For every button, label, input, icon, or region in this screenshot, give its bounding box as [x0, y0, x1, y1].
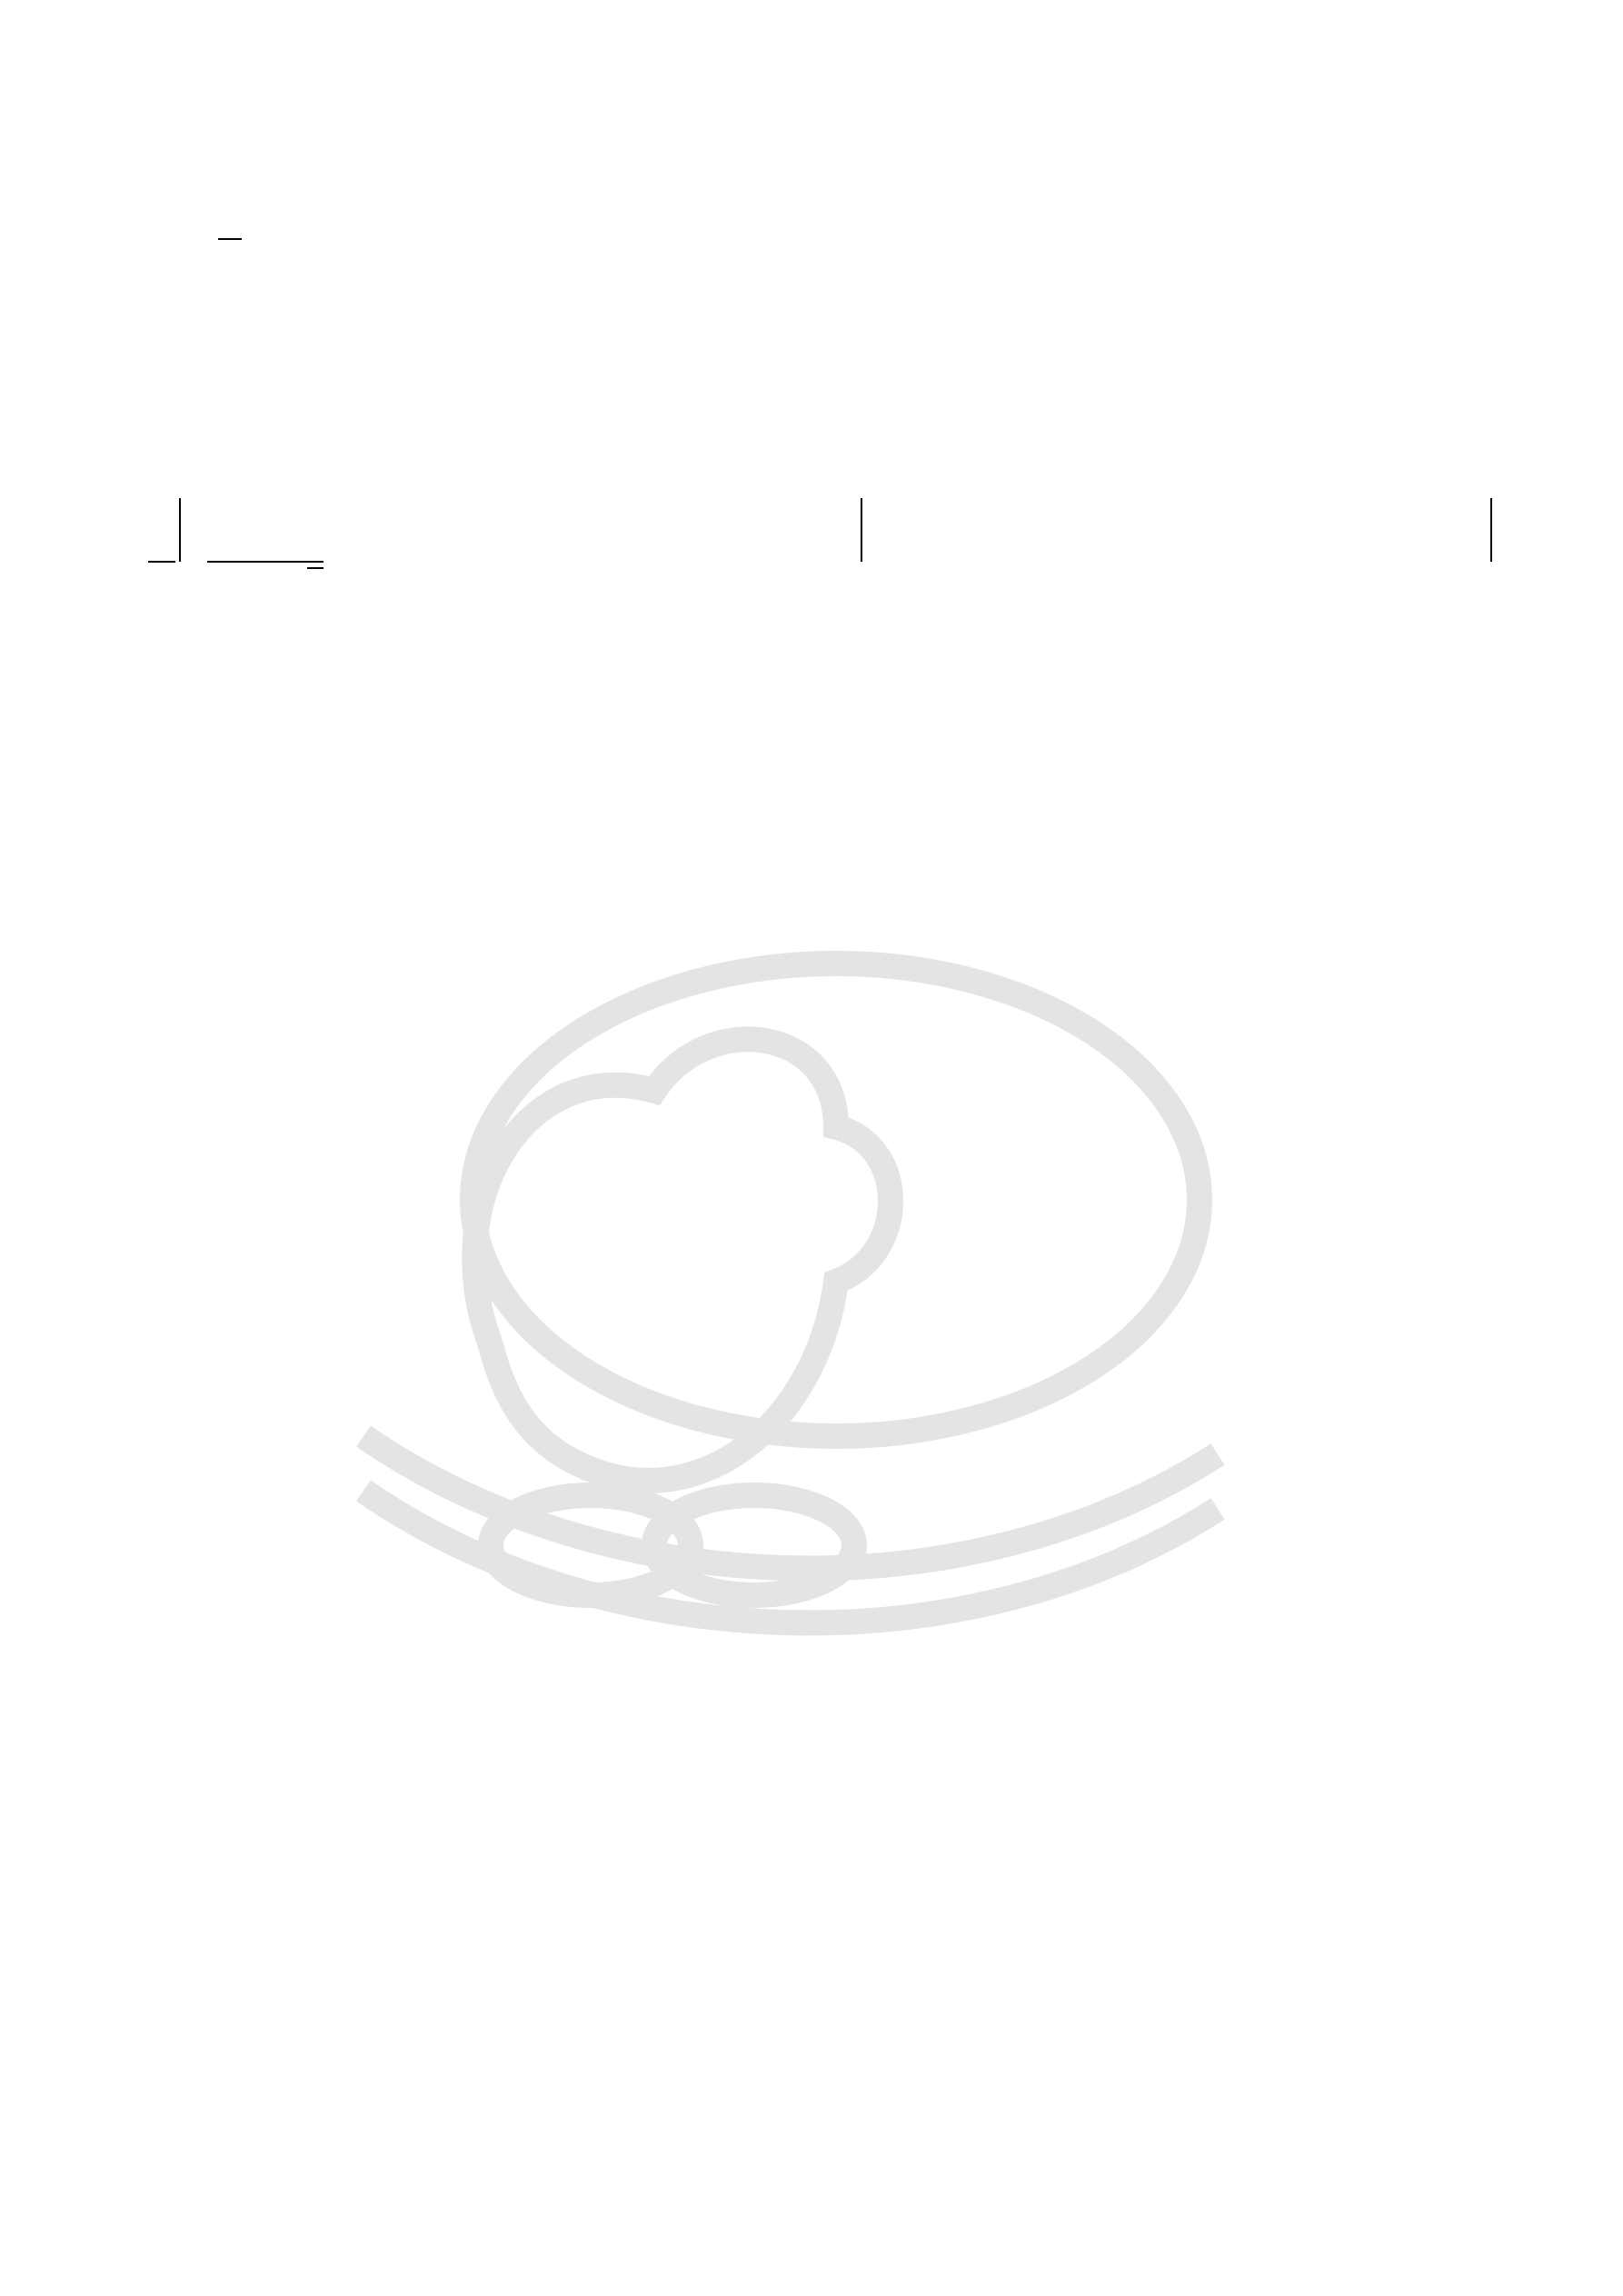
sheep-watermark-icon	[327, 873, 1236, 1691]
bar-line	[179, 498, 181, 562]
time-signature-line	[218, 238, 242, 240]
time-signature	[216, 238, 244, 240]
beam	[207, 561, 324, 563]
beam	[307, 567, 324, 569]
bar-line	[861, 498, 862, 562]
beam	[148, 561, 175, 563]
bar-line	[1490, 498, 1492, 562]
